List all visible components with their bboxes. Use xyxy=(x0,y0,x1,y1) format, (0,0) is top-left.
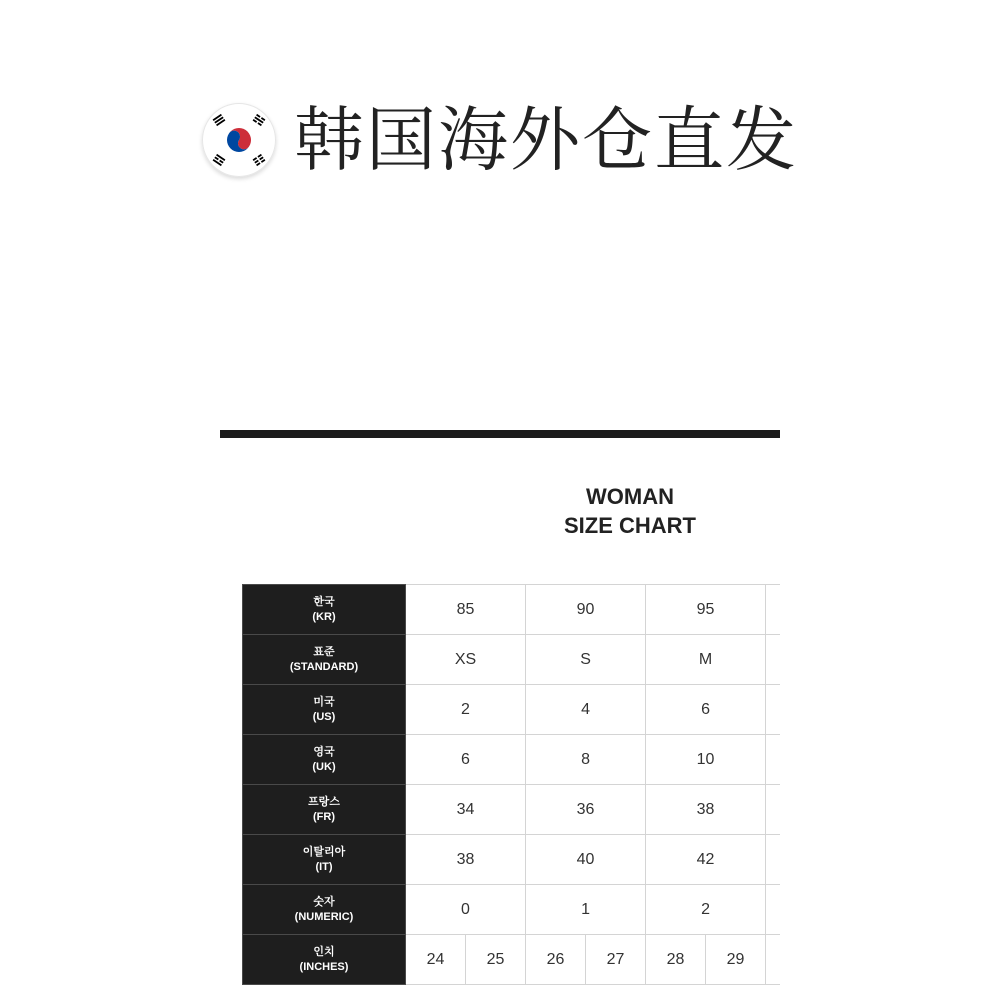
table-cell: 26 xyxy=(526,935,586,985)
table-cell xyxy=(766,785,780,835)
size-chart-title xyxy=(520,482,740,540)
row-label-numeric: 숫자 (NUMERIC) xyxy=(243,885,406,935)
table-cell: 38 xyxy=(406,835,526,885)
row-label-fr: 프랑스 (FR) xyxy=(243,785,406,835)
south-korea-flag-icon xyxy=(202,103,276,177)
table-cell: 27 xyxy=(586,935,646,985)
table-cell: 4 xyxy=(526,685,646,735)
table-row xyxy=(243,835,781,885)
size-table xyxy=(242,584,780,985)
row-label-us: 미국 (US) xyxy=(243,685,406,735)
table-cell: 34 xyxy=(406,785,526,835)
table-cell xyxy=(766,885,780,935)
table-cell: 25 xyxy=(466,935,526,985)
title-line-size-chart: SIZE CHART xyxy=(564,513,696,538)
table-cell: 0 xyxy=(406,885,526,935)
table-cell: 42 xyxy=(646,835,766,885)
table-cell xyxy=(766,685,780,735)
table-row xyxy=(243,635,781,685)
row-label-standard: 표준 (STANDARD) xyxy=(243,635,406,685)
row-label-inches: 인치 (INCHES) xyxy=(243,935,406,985)
table-cell: 24 xyxy=(406,935,466,985)
table-row xyxy=(243,885,781,935)
table-cell xyxy=(766,735,780,785)
title-line-woman: WOMAN xyxy=(586,484,674,509)
table-cell: 29 xyxy=(706,935,766,985)
banner-title: 韩国海外仓直发 xyxy=(294,99,798,181)
table-cell xyxy=(766,935,780,985)
table-cell: 40 xyxy=(526,835,646,885)
table-cell: 85 xyxy=(406,585,526,635)
table-row xyxy=(243,735,781,785)
row-label-it: 이탈리아 (IT) xyxy=(243,835,406,885)
table-row xyxy=(243,785,781,835)
table-cell: 28 xyxy=(646,935,706,985)
table-row xyxy=(243,935,781,985)
table-cell: 6 xyxy=(646,685,766,735)
size-table-container xyxy=(242,584,780,986)
table-cell: XS xyxy=(406,635,526,685)
table-cell: 6 xyxy=(406,735,526,785)
table-cell: 90 xyxy=(526,585,646,635)
table-cell: M xyxy=(646,635,766,685)
table-cell: 36 xyxy=(526,785,646,835)
table-cell: 38 xyxy=(646,785,766,835)
table-row xyxy=(243,685,781,735)
table-cell: 8 xyxy=(526,735,646,785)
table-cell xyxy=(766,635,780,685)
table-cell xyxy=(766,835,780,885)
table-cell: 2 xyxy=(646,885,766,935)
table-cell: 95 xyxy=(646,585,766,635)
table-row xyxy=(243,585,781,635)
header-banner xyxy=(0,90,1000,190)
table-cell: 1 xyxy=(526,885,646,935)
table-cell: S xyxy=(526,635,646,685)
divider-bar xyxy=(220,430,780,438)
row-label-uk: 영국 (UK) xyxy=(243,735,406,785)
row-label-kr: 한국 (KR) xyxy=(243,585,406,635)
table-cell: 10 xyxy=(646,735,766,785)
table-cell xyxy=(766,585,780,635)
table-cell: 2 xyxy=(406,685,526,735)
